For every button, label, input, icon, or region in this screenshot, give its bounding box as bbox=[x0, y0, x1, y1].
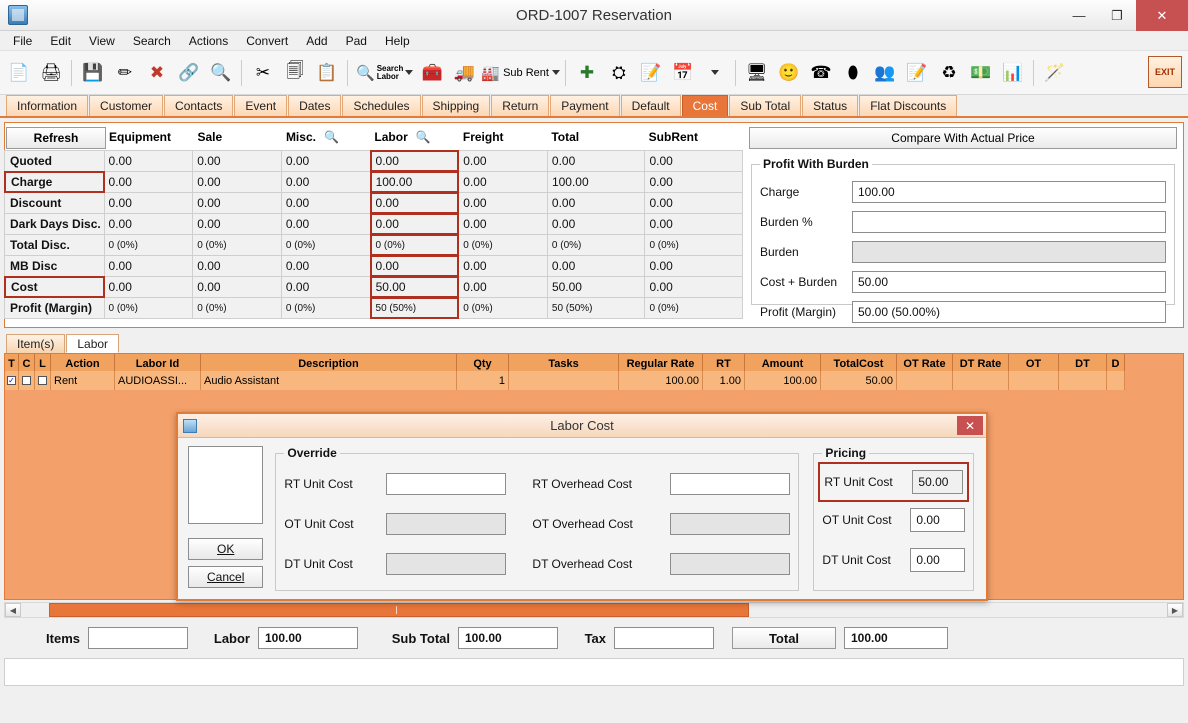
col-header-labor-label: Labor bbox=[374, 129, 408, 144]
dialog-button-pane bbox=[188, 446, 263, 591]
toolbar-separator-6 bbox=[1030, 56, 1038, 90]
toolbar bbox=[0, 51, 1188, 95]
col-header-rt[interactable]: RT bbox=[703, 354, 745, 375]
window-title: ORD-1007 Reservation bbox=[516, 6, 672, 24]
compare-label: Compare With Actual Price bbox=[891, 131, 1035, 145]
total-disc-sale: 0 (0%) bbox=[192, 234, 282, 256]
tab-status[interactable]: Status bbox=[802, 95, 858, 116]
search-labor-button[interactable] bbox=[354, 64, 415, 82]
override-ot-unit-cost-input bbox=[386, 513, 506, 535]
profit-total: 50 (50%) bbox=[547, 297, 646, 319]
tab-items[interactable]: Item(s) bbox=[6, 334, 65, 353]
smiley-icon[interactable]: 🙂 bbox=[778, 62, 800, 82]
quoted-equipment[interactable]: 0.00 bbox=[104, 150, 194, 172]
tab-default[interactable]: Default bbox=[621, 95, 681, 116]
total-disc-total: 0 (0%) bbox=[547, 234, 646, 256]
dark-days-subrent[interactable]: 0.00 bbox=[644, 213, 743, 235]
tab-return[interactable]: Return bbox=[491, 95, 549, 116]
close-button[interactable]: ✕ bbox=[1136, 0, 1188, 31]
tab-dates[interactable]: Dates bbox=[288, 95, 341, 116]
charge-sale[interactable]: 0.00 bbox=[192, 171, 282, 193]
charge-equipment[interactable]: 0.00 bbox=[104, 171, 194, 193]
toolbar-separator-3 bbox=[344, 56, 352, 90]
cost-row-mb-disc bbox=[5, 256, 743, 277]
cut-icon[interactable]: ✂ bbox=[255, 62, 271, 82]
dark-days-total[interactable]: 0.00 bbox=[547, 213, 646, 235]
cost-row-charge bbox=[5, 172, 743, 193]
row-ot-rate[interactable] bbox=[897, 371, 953, 390]
calendar-icon[interactable]: 📅 bbox=[672, 62, 694, 82]
labor-cost-dialog bbox=[176, 412, 988, 601]
chevron-down-icon[interactable] bbox=[405, 70, 413, 75]
profit-with-burden-group bbox=[751, 157, 1175, 319]
menu-item-search[interactable]: Search bbox=[132, 33, 171, 48]
refresh-button[interactable] bbox=[6, 127, 106, 149]
dialog-blank-area bbox=[188, 446, 263, 524]
cost-grid-header-row bbox=[5, 123, 743, 151]
cost-subrent[interactable]: 0.00 bbox=[644, 276, 743, 298]
sub-rent-button[interactable] bbox=[481, 64, 560, 82]
chevron-down-icon-2[interactable] bbox=[552, 70, 560, 75]
cost-row-cost bbox=[5, 277, 743, 298]
edit-list-icon[interactable]: 📝 bbox=[640, 62, 662, 82]
cost-row-dark-days-disc bbox=[5, 214, 743, 235]
discount-equipment[interactable]: 0.00 bbox=[104, 192, 194, 214]
tab-schedules[interactable]: Schedules bbox=[342, 95, 420, 116]
cost-freight[interactable]: 0.00 bbox=[458, 276, 548, 298]
col-header-description[interactable]: Description bbox=[201, 354, 457, 375]
row-description[interactable]: Audio Assistant bbox=[201, 371, 457, 390]
override-row-rt bbox=[284, 464, 790, 504]
toolbar-separator-4 bbox=[562, 56, 570, 90]
wand-icon[interactable]: 🪄 bbox=[1044, 62, 1066, 82]
row-label-profit-margin: Profit (Margin) bbox=[4, 297, 105, 319]
cost-row-total-disc bbox=[5, 235, 743, 256]
override-row-dt bbox=[284, 544, 790, 584]
mb-disc-total[interactable]: 0.00 bbox=[547, 255, 646, 277]
burden-profit-input[interactable]: 50.00 (50.00%) bbox=[852, 301, 1166, 323]
col-header-ot[interactable]: OT bbox=[1009, 354, 1059, 375]
override-ot-overhead-cost-input bbox=[670, 513, 790, 535]
dark-days-equipment[interactable]: 0.00 bbox=[104, 213, 194, 235]
subtotal-label: Sub Total bbox=[391, 630, 450, 646]
pencil-icon[interactable]: ✏ bbox=[117, 62, 133, 82]
search-labor-label-2: Labor bbox=[376, 71, 399, 81]
tab-labor[interactable]: Labor bbox=[66, 334, 119, 353]
col-header-tasks[interactable]: Tasks bbox=[509, 354, 619, 375]
burden-row-burden bbox=[760, 237, 1166, 267]
exit-button[interactable] bbox=[1148, 56, 1182, 88]
pricing-row-ot bbox=[822, 500, 965, 540]
dark-days-misc[interactable]: 0.00 bbox=[281, 213, 371, 235]
burden-row-percent bbox=[760, 207, 1166, 237]
menu-item-view[interactable]: View bbox=[89, 33, 115, 48]
tax-label: Tax bbox=[584, 630, 606, 646]
cost-sale[interactable]: 0.00 bbox=[192, 276, 282, 298]
override-legend: Override bbox=[287, 446, 337, 460]
quoted-labor[interactable]: 0.00 bbox=[370, 150, 460, 172]
ok-button[interactable] bbox=[188, 538, 263, 560]
maximize-button[interactable]: ❐ bbox=[1111, 7, 1123, 23]
compare-with-actual-price-button[interactable] bbox=[749, 127, 1177, 149]
row-label-mb-disc: MB Disc bbox=[4, 255, 105, 277]
tab-contacts[interactable]: Contacts bbox=[164, 95, 233, 116]
money-icon[interactable]: 💵 bbox=[970, 62, 992, 82]
col-header-total: Total bbox=[551, 129, 580, 144]
row-label-charge: Charge bbox=[4, 171, 105, 193]
menu-item-help[interactable]: Help bbox=[384, 33, 410, 48]
override-group bbox=[275, 446, 799, 591]
profit-labor: 50 (50%) bbox=[370, 297, 460, 319]
row-checkbox-c[interactable] bbox=[19, 371, 35, 390]
row-checkbox-t[interactable]: ✓ bbox=[5, 371, 19, 390]
override-rt-unit-cost-input[interactable] bbox=[386, 473, 506, 495]
barcode-icon[interactable]: 🖥 bbox=[746, 62, 768, 82]
row-label-discount: Discount bbox=[4, 192, 105, 214]
profit-subrent: 0 (0%) bbox=[644, 297, 743, 319]
override-ot-overhead-cost-label: OT Overhead Cost bbox=[532, 517, 633, 531]
burden-input bbox=[852, 241, 1166, 263]
charge-total[interactable]: 100.00 bbox=[547, 171, 646, 193]
mb-disc-sale[interactable]: 0.00 bbox=[192, 255, 282, 277]
row-dt[interactable] bbox=[1059, 371, 1107, 390]
col-header-regular-rate[interactable]: Regular Rate bbox=[619, 354, 703, 375]
discount-subrent[interactable]: 0.00 bbox=[644, 192, 743, 214]
total-disc-equipment: 0 (0%) bbox=[104, 234, 194, 256]
dialog-title: Labor Cost bbox=[550, 418, 614, 433]
labor-value[interactable]: 100.00 bbox=[258, 627, 358, 649]
col-header-dt-rate[interactable]: DT Rate bbox=[953, 354, 1009, 375]
cancel-button[interactable] bbox=[188, 566, 263, 588]
row-label-dark-days-disc: Dark Days Disc. bbox=[4, 213, 105, 235]
profit-misc: 0 (0%) bbox=[281, 297, 371, 319]
menu-item-pad[interactable]: Pad bbox=[345, 33, 367, 48]
quoted-freight[interactable]: 0.00 bbox=[458, 150, 548, 172]
misc-search-icon[interactable]: 🔍 bbox=[323, 129, 339, 144]
dark-days-sale[interactable]: 0.00 bbox=[192, 213, 282, 235]
row-checkbox-l[interactable] bbox=[35, 371, 51, 390]
row-qty[interactable]: 1 bbox=[457, 371, 509, 390]
search-labor-icon: 🔍 bbox=[356, 64, 375, 82]
cost-total[interactable]: 50.00 bbox=[547, 276, 646, 298]
main-tab-strip bbox=[0, 95, 1188, 118]
dialog-title-bar bbox=[178, 414, 986, 438]
total-value[interactable]: 100.00 bbox=[844, 627, 948, 649]
profit-freight: 0 (0%) bbox=[458, 297, 548, 319]
sub-rent-icon: 🏭 bbox=[481, 64, 501, 82]
profit-with-burden-legend: Profit With Burden bbox=[763, 157, 869, 171]
search-labor-label-1: Search bbox=[376, 63, 404, 73]
override-dt-unit-cost-input bbox=[386, 553, 506, 575]
burden-row-charge bbox=[760, 177, 1166, 207]
discount-misc[interactable]: 0.00 bbox=[281, 192, 371, 214]
mb-disc-subrent[interactable]: 0.00 bbox=[644, 255, 743, 277]
dark-days-freight[interactable]: 0.00 bbox=[458, 213, 548, 235]
tab-event[interactable]: Event bbox=[234, 95, 287, 116]
cost-panel bbox=[4, 122, 1184, 328]
burden-percent-label: Burden % bbox=[760, 215, 813, 229]
horizontal-scrollbar[interactable] bbox=[4, 602, 1184, 618]
contacts-icon[interactable]: 👥 bbox=[874, 62, 896, 82]
labor-label: Labor bbox=[213, 630, 250, 646]
pricing-ot-unit-cost-input[interactable]: 0.00 bbox=[910, 508, 965, 532]
cost-equipment[interactable]: 0.00 bbox=[104, 276, 194, 298]
new-document-icon[interactable]: 📄 bbox=[8, 62, 30, 82]
scroll-right-arrow-icon[interactable]: ▶ bbox=[1167, 603, 1183, 617]
item-tab-strip bbox=[0, 332, 1188, 353]
col-header-misc bbox=[282, 122, 371, 151]
mb-disc-misc[interactable]: 0.00 bbox=[281, 255, 371, 277]
group-icon[interactable]: ⛭ bbox=[612, 62, 626, 82]
row-amount[interactable]: 100.00 bbox=[745, 371, 821, 390]
col-header-l[interactable]: L bbox=[35, 354, 51, 375]
window-controls bbox=[1060, 0, 1188, 31]
mb-disc-labor[interactable]: 0.00 bbox=[370, 255, 460, 277]
tab-cost[interactable]: Cost bbox=[682, 95, 729, 116]
col-header-ot-rate[interactable]: OT Rate bbox=[897, 354, 953, 375]
row-regular-rate[interactable]: 100.00 bbox=[619, 371, 703, 390]
col-header-totalcost[interactable]: TotalCost bbox=[821, 354, 897, 375]
items-value[interactable] bbox=[88, 627, 188, 649]
row-totalcost[interactable]: 50.00 bbox=[821, 371, 897, 390]
link-icon[interactable]: 🔗 bbox=[178, 62, 200, 82]
profit-sale: 0 (0%) bbox=[192, 297, 282, 319]
refresh-label: Refresh bbox=[33, 130, 79, 145]
override-rt-unit-cost-label: RT Unit Cost bbox=[284, 477, 353, 491]
burden-charge-input[interactable]: 100.00 bbox=[852, 181, 1166, 203]
labor-search-icon[interactable]: 🔍 bbox=[415, 129, 431, 144]
total-disc-misc: 0 (0%) bbox=[281, 234, 371, 256]
col-header-freight: Freight bbox=[462, 129, 504, 144]
pricing-legend: Pricing bbox=[825, 446, 867, 460]
dialog-close-button[interactable]: ✕ bbox=[957, 416, 983, 435]
menu-item-convert[interactable]: Convert bbox=[246, 33, 289, 48]
cost-plus-burden-label: Cost + Burden bbox=[760, 275, 838, 289]
cost-misc[interactable]: 0.00 bbox=[281, 276, 371, 298]
override-row-ot bbox=[284, 504, 790, 544]
col-header-action[interactable]: Action bbox=[51, 354, 115, 375]
row-labor-id[interactable]: AUDIOASSI... bbox=[115, 371, 201, 390]
labor-grid-header bbox=[5, 354, 1183, 371]
mb-disc-freight[interactable]: 0.00 bbox=[458, 255, 548, 277]
filter-icon[interactable]: 🧰 bbox=[421, 62, 443, 82]
quoted-misc[interactable]: 0.00 bbox=[281, 150, 371, 172]
discount-freight[interactable]: 0.00 bbox=[458, 192, 548, 214]
charge-subrent[interactable]: 0.00 bbox=[644, 171, 743, 193]
profit-equipment: 0 (0%) bbox=[104, 297, 194, 319]
tab-sub-total[interactable]: Sub Total bbox=[729, 95, 801, 116]
override-dt-overhead-cost-input bbox=[670, 553, 790, 575]
notes-icon[interactable]: 📝 bbox=[906, 62, 928, 82]
tab-flat-discounts[interactable]: Flat Discounts bbox=[859, 95, 957, 116]
save-icon[interactable]: 💾 bbox=[82, 62, 104, 82]
charge-labor[interactable]: 100.00 bbox=[370, 171, 460, 193]
tab-information[interactable]: Information bbox=[6, 95, 88, 116]
tab-customer[interactable]: Customer bbox=[89, 95, 163, 116]
total-disc-freight: 0 (0%) bbox=[458, 234, 548, 256]
tab-payment[interactable]: Payment bbox=[550, 95, 619, 116]
binoculars-icon[interactable]: 🔍 bbox=[210, 62, 232, 82]
refresh-cycle-icon[interactable]: ♻ bbox=[941, 62, 957, 82]
menu-item-add[interactable]: Add bbox=[306, 33, 328, 48]
row-action[interactable]: Rent bbox=[51, 371, 115, 390]
pricing-dt-unit-cost-label: DT Unit Cost bbox=[822, 553, 891, 567]
col-header-labor bbox=[370, 122, 459, 151]
exit-label: EXIT bbox=[1154, 67, 1175, 77]
cost-row-profit-margin bbox=[5, 298, 743, 319]
override-dt-overhead-cost-label: DT Overhead Cost bbox=[532, 557, 633, 571]
cost-plus-burden-input[interactable]: 50.00 bbox=[852, 271, 1166, 293]
copy-icon[interactable]: 🗐 bbox=[286, 61, 304, 80]
mb-disc-equipment[interactable]: 0.00 bbox=[104, 255, 194, 277]
override-rt-overhead-cost-input[interactable] bbox=[670, 473, 790, 495]
print-icon[interactable]: 🖨 bbox=[40, 62, 62, 82]
col-header-misc-label: Misc. bbox=[285, 129, 316, 144]
cost-row-quoted bbox=[5, 151, 743, 172]
col-header-subrent: SubRent bbox=[648, 129, 698, 144]
burden-row-profit bbox=[760, 297, 1166, 327]
charge-misc[interactable]: 0.00 bbox=[281, 171, 371, 193]
minimize-button[interactable]: — bbox=[1072, 8, 1086, 23]
burden-row-cost-plus bbox=[760, 267, 1166, 297]
dark-days-labor[interactable]: 0.00 bbox=[370, 213, 460, 235]
cost-row-discount bbox=[5, 193, 743, 214]
chart-icon[interactable]: 📊 bbox=[1002, 62, 1024, 82]
ellipse-icon[interactable]: ⬮ bbox=[847, 62, 859, 82]
col-header-qty[interactable]: Qty bbox=[457, 354, 509, 375]
col-header-d[interactable]: D bbox=[1107, 354, 1125, 375]
window-title-bar bbox=[0, 0, 1188, 31]
sub-rent-label: Sub Rent bbox=[503, 66, 549, 79]
cancel-label: Cancel bbox=[207, 570, 245, 584]
total-disc-subrent: 0 (0%) bbox=[644, 234, 743, 256]
status-bar bbox=[4, 658, 1184, 686]
override-dt-unit-cost-label: DT Unit Cost bbox=[284, 557, 353, 571]
delete-icon[interactable]: ✖ bbox=[149, 62, 165, 82]
discount-total[interactable]: 0.00 bbox=[547, 192, 646, 214]
col-header-t[interactable]: T bbox=[5, 354, 19, 375]
row-rt[interactable]: 1.00 bbox=[703, 371, 745, 390]
row-label-total-disc: Total Disc. bbox=[4, 234, 105, 256]
override-ot-unit-cost-label: OT Unit Cost bbox=[284, 517, 354, 531]
row-d[interactable] bbox=[1107, 371, 1125, 390]
burden-profit-label: Profit (Margin) bbox=[760, 305, 837, 319]
col-header-labor-id[interactable]: Labor Id bbox=[115, 354, 201, 375]
row-tasks[interactable] bbox=[509, 371, 619, 390]
pricing-dt-unit-cost-input[interactable]: 0.00 bbox=[910, 548, 965, 572]
menu-item-actions[interactable]: Actions bbox=[188, 33, 229, 48]
discount-labor[interactable]: 0.00 bbox=[370, 192, 460, 214]
col-header-sale: Sale bbox=[197, 129, 223, 144]
items-label: Items bbox=[46, 630, 80, 646]
tax-value[interactable] bbox=[614, 627, 714, 649]
scrollbar-thumb[interactable] bbox=[49, 603, 749, 617]
quoted-subrent[interactable]: 0.00 bbox=[644, 150, 743, 172]
cost-grid bbox=[5, 123, 743, 327]
row-label-cost: Cost bbox=[4, 276, 105, 298]
pricing-row-rt bbox=[818, 462, 969, 502]
total-disc-labor: 0 (0%) bbox=[370, 234, 460, 256]
toolbar-separator-2 bbox=[238, 56, 246, 90]
dialog-body bbox=[178, 438, 986, 591]
menu-item-file[interactable]: File bbox=[13, 33, 33, 48]
burden-charge-label: Charge bbox=[760, 185, 800, 199]
row-ot[interactable] bbox=[1009, 371, 1059, 390]
truck-icon[interactable]: 🚚 bbox=[453, 62, 475, 82]
row-dt-rate[interactable] bbox=[953, 371, 1009, 390]
override-rt-overhead-cost-label: RT Overhead Cost bbox=[532, 477, 633, 491]
table-row[interactable] bbox=[5, 371, 1183, 388]
quoted-total[interactable]: 0.00 bbox=[547, 150, 646, 172]
subtotal-value[interactable]: 100.00 bbox=[458, 627, 558, 649]
col-header-equipment: Equipment bbox=[109, 129, 171, 144]
menu-item-edit[interactable]: Edit bbox=[50, 33, 72, 48]
cost-labor[interactable]: 50.00 bbox=[370, 276, 460, 298]
ok-label: OK bbox=[217, 542, 235, 556]
phone-icon[interactable]: ☎ bbox=[810, 62, 832, 82]
toolbar-separator-1 bbox=[68, 56, 76, 90]
scrollbar-track[interactable] bbox=[21, 603, 1167, 617]
pricing-row-dt bbox=[822, 540, 965, 580]
row-label-quoted: Quoted bbox=[4, 150, 105, 172]
burden-percent-input[interactable] bbox=[852, 211, 1166, 233]
charge-freight[interactable]: 0.00 bbox=[458, 171, 548, 193]
tab-shipping[interactable]: Shipping bbox=[422, 95, 491, 116]
discount-sale[interactable]: 0.00 bbox=[192, 192, 282, 214]
profit-burden-pane bbox=[743, 123, 1183, 327]
col-header-dt[interactable]: DT bbox=[1059, 354, 1107, 375]
add-icon[interactable]: ✚ bbox=[579, 62, 595, 82]
chevron-down-icon-3[interactable] bbox=[700, 56, 730, 90]
pricing-rt-unit-cost-input[interactable]: 50.00 bbox=[912, 470, 963, 494]
footer-totals bbox=[0, 618, 1188, 658]
paste-icon[interactable]: 📋 bbox=[316, 62, 338, 82]
quoted-sale[interactable]: 0.00 bbox=[192, 150, 282, 172]
scroll-left-arrow-icon[interactable]: ◀ bbox=[5, 603, 21, 617]
toolbar-separator-5 bbox=[732, 56, 740, 90]
pricing-group bbox=[813, 446, 974, 591]
menu-bar bbox=[0, 31, 1188, 51]
burden-label: Burden bbox=[760, 245, 799, 259]
col-header-c[interactable]: C bbox=[19, 354, 35, 375]
total-button[interactable]: Total bbox=[732, 627, 836, 649]
pricing-rt-unit-cost-label: RT Unit Cost bbox=[824, 475, 893, 489]
pricing-ot-unit-cost-label: OT Unit Cost bbox=[822, 513, 892, 527]
col-header-amount[interactable]: Amount bbox=[745, 354, 821, 375]
